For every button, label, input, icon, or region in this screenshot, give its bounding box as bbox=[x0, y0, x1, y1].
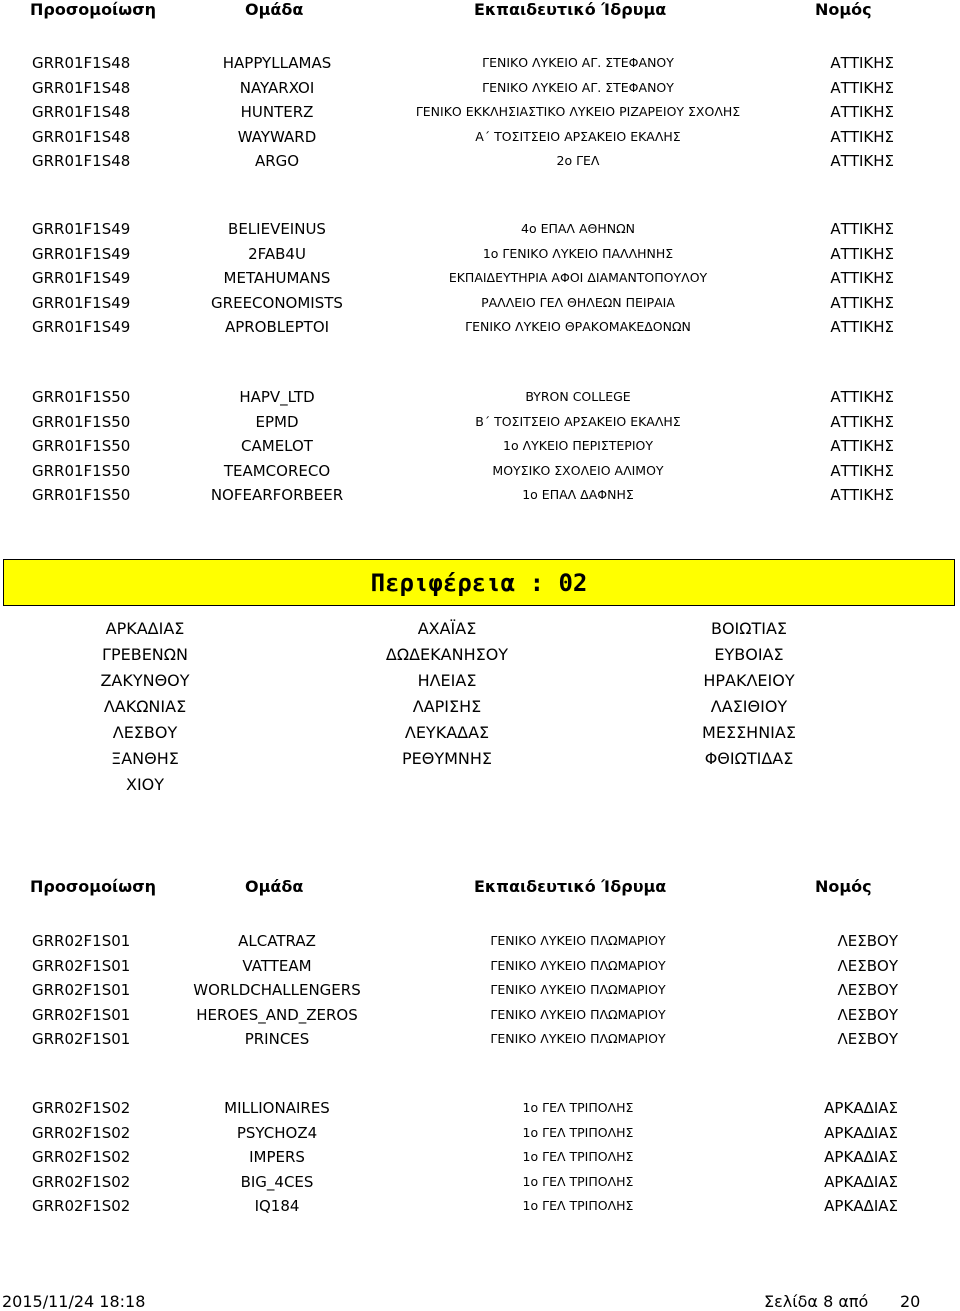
cell-team: ARGO bbox=[254, 152, 300, 170]
cell-team: HEROES_AND_ZEROS bbox=[196, 1005, 358, 1024]
cell-prefecture: ΑΤΤΙΚΗΣ bbox=[830, 293, 894, 312]
cell-simulation: GRR01F1S50 bbox=[32, 486, 131, 504]
header-prefecture: Νομός bbox=[815, 0, 872, 19]
cell-prefecture: ΑΤΤΙΚΗΣ bbox=[830, 461, 894, 480]
cell-simulation: GRR01F1S49 bbox=[32, 269, 131, 287]
cell-prefecture: ΛΕΣΒΟΥ bbox=[837, 956, 898, 975]
prefecture-name: ΑΧΑΪΑΣ bbox=[417, 619, 477, 638]
cell-prefecture: ΑΤΤΙΚΗΣ bbox=[830, 486, 894, 504]
table-row bbox=[0, 955, 960, 980]
cell-team: MILLIONAIRES bbox=[224, 1099, 330, 1117]
cell-institution: ΓΕΝΙΚΟ ΛΥΚΕΙΟ ΠΛΩΜΑΡΙΟΥ bbox=[490, 1031, 666, 1046]
table-row bbox=[0, 316, 960, 341]
prefecture-name: ΔΩΔΕΚΑΝΗΣΟΥ bbox=[385, 645, 509, 664]
cell-simulation: GRR01F1S48 bbox=[32, 127, 131, 146]
group-s48 bbox=[0, 52, 960, 175]
prefecture-name: ΦΘΙΩΤΙΔΑΣ bbox=[704, 749, 794, 768]
cell-team: NOFEARFORBEER bbox=[210, 486, 344, 504]
header-team: Ομάδα bbox=[245, 0, 304, 19]
cell-institution: BYRON COLLEGE bbox=[525, 389, 631, 404]
cell-team: APROBLEPTOI bbox=[224, 318, 330, 336]
cell-team: WAYWARD bbox=[237, 127, 317, 146]
cell-team: VATTEAM bbox=[242, 956, 312, 975]
cell-institution: 1ο ΓΕΛ ΤΡΙΠΟΛΗΣ bbox=[522, 1198, 634, 1213]
cell-simulation: GRR02F1S02 bbox=[32, 1172, 131, 1191]
table-row bbox=[0, 218, 960, 243]
cell-prefecture: ΑΤΤΙΚΗΣ bbox=[830, 78, 894, 97]
table-row bbox=[0, 1028, 960, 1053]
footer-timestamp: 2015/11/24 18:18 bbox=[2, 1292, 146, 1311]
group-s01 bbox=[0, 930, 960, 1053]
cell-simulation: GRR02F1S01 bbox=[32, 932, 131, 950]
prefecture-row bbox=[0, 773, 960, 799]
cell-institution: ΕΚΠΑΙΔΕΥΤΗΡΙΑ ΑΦΟΙ ΔΙΑΜΑΝΤΟΠΟΥΛΟΥ bbox=[448, 270, 708, 285]
cell-team: CAMELOT bbox=[241, 437, 313, 455]
page-footer bbox=[0, 1292, 960, 1311]
cell-institution: ΓΕΝΙΚΟ ΕΚΚΛΗΣΙΑΣΤΙΚΟ ΛΥΚΕΙΟ ΡΙΖΑΡΕΙΟΥ ΣΧΟΛΗΣ bbox=[415, 104, 741, 119]
cell-simulation: GRR01F1S49 bbox=[32, 293, 131, 312]
cell-institution: Α΄ ΤΟΣΙΤΣΕΙΟ ΑΡΣΑΚΕΙΟ ΕΚΑΛΗΣ bbox=[475, 128, 681, 144]
table-row bbox=[0, 1097, 960, 1122]
table-header-top bbox=[0, 0, 960, 22]
cell-institution: 1ο ΓΕΛ ΤΡΙΠΟΛΗΣ bbox=[522, 1100, 634, 1115]
table-row bbox=[0, 411, 960, 436]
cell-simulation: GRR02F1S01 bbox=[32, 981, 131, 999]
cell-institution: 1ο ΓΕΛ ΤΡΙΠΟΛΗΣ bbox=[522, 1173, 634, 1189]
header-institution: Εκπαιδευτικό Ίδρυμα bbox=[474, 0, 667, 19]
cell-simulation: GRR02F1S02 bbox=[32, 1099, 131, 1117]
group-s02 bbox=[0, 1097, 960, 1220]
cell-institution: 1ο ΓΕΝΙΚΟ ΛΥΚΕΙΟ ΠΑΛΛΗΝΗΣ bbox=[482, 245, 674, 261]
table-row bbox=[0, 979, 960, 1004]
cell-prefecture: ΑΤΤΙΚΗΣ bbox=[830, 220, 894, 238]
table-row bbox=[0, 1171, 960, 1196]
prefecture-name: ΗΛΕΙΑΣ bbox=[417, 671, 477, 690]
table-row bbox=[0, 126, 960, 151]
cell-simulation: GRR01F1S49 bbox=[32, 318, 131, 336]
cell-team: WORLDCHALLENGERS bbox=[193, 981, 361, 999]
cell-simulation: GRR01F1S48 bbox=[32, 54, 131, 72]
region-banner bbox=[3, 559, 955, 606]
cell-prefecture: ΑΤΤΙΚΗΣ bbox=[830, 318, 894, 336]
cell-prefecture: ΑΤΤΙΚΗΣ bbox=[830, 103, 894, 121]
footer-page-total: 20 bbox=[900, 1292, 921, 1311]
cell-institution: ΓΕΝΙΚΟ ΛΥΚΕΙΟ ΠΛΩΜΑΡΙΟΥ bbox=[490, 982, 666, 997]
footer-page-label: Σελίδα 8 από bbox=[764, 1292, 869, 1311]
cell-simulation: GRR02F1S01 bbox=[32, 1030, 131, 1048]
cell-team: NAYARXOI bbox=[239, 78, 315, 97]
cell-simulation: GRR01F1S48 bbox=[32, 152, 131, 170]
cell-prefecture: ΑΡΚΑΔΙΑΣ bbox=[824, 1099, 898, 1117]
prefecture-name: ΕΥΒΟΙΑΣ bbox=[714, 645, 784, 664]
header-prefecture: Νομός bbox=[815, 877, 872, 896]
header-team: Ομάδα bbox=[245, 877, 304, 896]
cell-prefecture: ΛΕΣΒΟΥ bbox=[837, 1030, 898, 1048]
cell-institution: ΓΕΝΙΚΟ ΛΥΚΕΙΟ ΠΛΩΜΑΡΙΟΥ bbox=[490, 1006, 666, 1022]
prefecture-name: ΖΑΚΥΝΘΟΥ bbox=[100, 671, 190, 690]
table-row bbox=[0, 386, 960, 411]
prefecture-row bbox=[0, 643, 960, 669]
cell-simulation: GRR02F1S02 bbox=[32, 1123, 131, 1142]
group-s49 bbox=[0, 218, 960, 341]
table-row bbox=[0, 460, 960, 485]
table-row bbox=[0, 292, 960, 317]
cell-institution: ΓΕΝΙΚΟ ΛΥΚΕΙΟ ΑΓ. ΣΤΕΦΑΝΟΥ bbox=[482, 79, 674, 95]
cell-prefecture: ΛΕΣΒΟΥ bbox=[837, 932, 898, 950]
cell-prefecture: ΑΤΤΙΚΗΣ bbox=[830, 388, 894, 406]
cell-team: ALCATRAZ bbox=[238, 932, 316, 950]
cell-simulation: GRR02F1S01 bbox=[32, 956, 131, 975]
prefecture-name: ΛΑΚΩΝΙΑΣ bbox=[103, 697, 187, 716]
cell-institution: ΓΕΝΙΚΟ ΛΥΚΕΙΟ ΘΡΑΚΟΜΑΚΕΔΟΝΩΝ bbox=[465, 319, 691, 334]
table-row bbox=[0, 1122, 960, 1147]
table-row bbox=[0, 1195, 960, 1220]
region-prefecture-grid bbox=[0, 617, 960, 799]
cell-simulation: GRR02F1S01 bbox=[32, 1005, 131, 1024]
cell-team: METAHUMANS bbox=[223, 269, 331, 287]
cell-prefecture: ΑΤΤΙΚΗΣ bbox=[830, 437, 894, 455]
table-row bbox=[0, 243, 960, 268]
cell-prefecture: ΑΤΤΙΚΗΣ bbox=[830, 244, 894, 263]
cell-team: HUNTERZ bbox=[240, 103, 314, 121]
table-row bbox=[0, 52, 960, 77]
header-simulation: Προσομοίωση bbox=[30, 0, 157, 19]
table-row bbox=[0, 484, 960, 509]
cell-prefecture: ΑΡΚΑΔΙΑΣ bbox=[824, 1197, 898, 1215]
cell-prefecture: ΑΡΚΑΔΙΑΣ bbox=[824, 1172, 898, 1191]
prefecture-name: ΛΑΡΙΣΗΣ bbox=[412, 697, 482, 716]
cell-institution: ΜΟΥΣΙΚΟ ΣΧΟΛΕΙΟ ΑΛΙΜΟΥ bbox=[492, 462, 664, 478]
prefecture-name: ΓΡΕΒΕΝΩΝ bbox=[102, 645, 188, 664]
header-simulation: Προσομοίωση bbox=[30, 877, 157, 896]
cell-prefecture: ΑΤΤΙΚΗΣ bbox=[830, 54, 894, 72]
cell-institution: ΓΕΝΙΚΟ ΛΥΚΕΙΟ ΑΓ. ΣΤΕΦΑΝΟΥ bbox=[482, 55, 674, 70]
table-row bbox=[0, 930, 960, 955]
table-row bbox=[0, 435, 960, 460]
prefecture-name: ΛΕΥΚΑΔΑΣ bbox=[404, 723, 490, 742]
cell-prefecture: ΑΤΤΙΚΗΣ bbox=[830, 127, 894, 146]
cell-institution: 1ο ΕΠΑΛ ΔΑΦΝΗΣ bbox=[522, 487, 634, 502]
cell-team: PRINCES bbox=[244, 1030, 310, 1048]
cell-simulation: GRR01F1S48 bbox=[32, 103, 131, 121]
cell-institution: 1ο ΓΕΛ ΤΡΙΠΟΛΗΣ bbox=[522, 1149, 634, 1164]
cell-institution: ΓΕΝΙΚΟ ΛΥΚΕΙΟ ΠΛΩΜΑΡΙΟΥ bbox=[490, 933, 666, 948]
region-title: Περιφέρεια : 02 bbox=[370, 569, 588, 597]
cell-team: HAPV_LTD bbox=[239, 388, 315, 406]
table-row bbox=[0, 77, 960, 102]
cell-prefecture: ΑΤΤΙΚΗΣ bbox=[830, 269, 894, 287]
cell-prefecture: ΑΡΚΑΔΙΑΣ bbox=[824, 1148, 898, 1166]
cell-institution: 4ο ΕΠΑΛ ΑΘΗΝΩΝ bbox=[521, 221, 635, 236]
prefecture-row bbox=[0, 617, 960, 643]
table-row bbox=[0, 101, 960, 126]
cell-prefecture: ΛΕΣΒΟΥ bbox=[837, 1005, 898, 1024]
cell-simulation: GRR01F1S50 bbox=[32, 461, 131, 480]
cell-team: EPMD bbox=[255, 412, 299, 431]
cell-prefecture: ΑΡΚΑΔΙΑΣ bbox=[824, 1123, 898, 1142]
cell-team: BELIEVEINUS bbox=[228, 220, 326, 238]
cell-simulation: GRR01F1S50 bbox=[32, 388, 131, 406]
cell-simulation: GRR01F1S48 bbox=[32, 78, 131, 97]
prefecture-row bbox=[0, 669, 960, 695]
cell-team: IMPERS bbox=[249, 1148, 305, 1166]
cell-simulation: GRR02F1S02 bbox=[32, 1197, 131, 1215]
cell-prefecture: ΑΤΤΙΚΗΣ bbox=[830, 412, 894, 431]
cell-team: TEAMCORECO bbox=[223, 461, 331, 480]
prefecture-name: ΧΙΟΥ bbox=[125, 775, 165, 794]
header-institution: Εκπαιδευτικό Ίδρυμα bbox=[474, 877, 667, 896]
prefecture-name: ΗΡΑΚΛΕΙΟΥ bbox=[703, 671, 795, 690]
group-s50 bbox=[0, 386, 960, 509]
cell-team: PSYCHOZ4 bbox=[236, 1123, 318, 1142]
cell-prefecture: ΛΕΣΒΟΥ bbox=[837, 981, 898, 999]
table-row bbox=[0, 150, 960, 175]
cell-simulation: GRR01F1S50 bbox=[32, 437, 131, 455]
table-row bbox=[0, 1146, 960, 1171]
cell-institution: 1ο ΓΕΛ ΤΡΙΠΟΛΗΣ bbox=[522, 1124, 634, 1140]
prefecture-name: ΑΡΚΑΔΙΑΣ bbox=[105, 619, 185, 638]
cell-simulation: GRR01F1S49 bbox=[32, 244, 131, 263]
prefecture-name: ΛΕΣΒΟΥ bbox=[112, 723, 178, 742]
cell-team: BIG_4CES bbox=[240, 1172, 314, 1191]
cell-team: GREECONOMISTS bbox=[211, 293, 343, 312]
table-row bbox=[0, 267, 960, 292]
prefecture-name: ΒΟΙΩΤΙΑΣ bbox=[710, 619, 788, 638]
prefecture-row bbox=[0, 721, 960, 747]
cell-institution: ΓΕΝΙΚΟ ΛΥΚΕΙΟ ΠΛΩΜΑΡΙΟΥ bbox=[490, 957, 666, 973]
prefecture-name: ΞΑΝΘΗΣ bbox=[111, 749, 179, 768]
cell-institution: 2ο ΓΕΛ bbox=[556, 153, 600, 168]
prefecture-row bbox=[0, 695, 960, 721]
cell-simulation: GRR02F1S02 bbox=[32, 1148, 131, 1166]
cell-team: 2FAB4U bbox=[248, 244, 306, 263]
cell-institution: Β΄ ΤΟΣΙΤΣΕΙΟ ΑΡΣΑΚΕΙΟ ΕΚΑΛΗΣ bbox=[475, 413, 681, 429]
cell-team: IQ184 bbox=[254, 1197, 300, 1215]
cell-team: HAPPYLLAMAS bbox=[222, 54, 332, 72]
cell-institution: 1ο ΛΥΚΕΙΟ ΠΕΡΙΣΤΕΡΙΟΥ bbox=[502, 438, 654, 453]
prefecture-name: ΛΑΣΙΘΙΟΥ bbox=[710, 697, 788, 716]
cell-institution: ΡΑΛΛΕΙΟ ΓΕΛ ΘΗΛΕΩΝ ΠΕΙΡΑΙΑ bbox=[481, 294, 675, 310]
prefecture-name: ΡΕΘΥΜΝΗΣ bbox=[401, 749, 493, 768]
prefecture-name: ΜΕΣΣΗΝΙΑΣ bbox=[702, 723, 796, 742]
table-header-bottom bbox=[0, 877, 960, 899]
table-row bbox=[0, 1004, 960, 1029]
prefecture-row bbox=[0, 747, 960, 773]
cell-prefecture: ΑΤΤΙΚΗΣ bbox=[830, 152, 894, 170]
cell-simulation: GRR01F1S49 bbox=[32, 220, 131, 238]
cell-simulation: GRR01F1S50 bbox=[32, 412, 131, 431]
